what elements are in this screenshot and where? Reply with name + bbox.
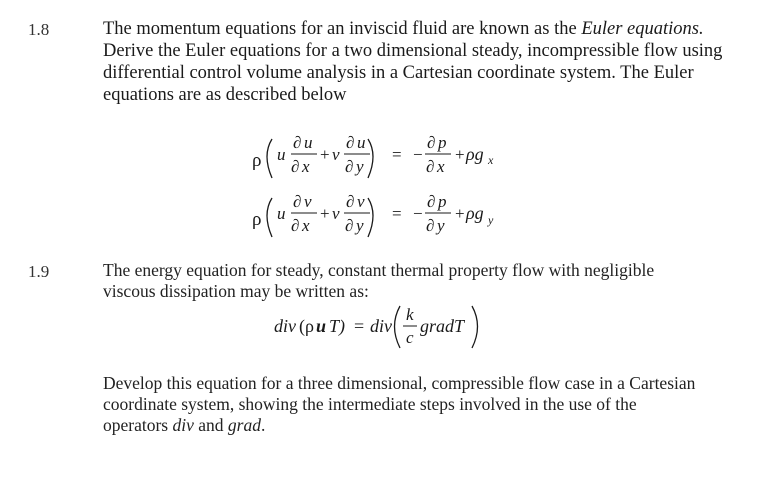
svg-text:∂: ∂ (426, 216, 435, 235)
problem-1-9-intro: The energy equation for steady, constant thermal property flow with negligible viscous dissipation may be written as: (103, 260, 655, 301)
svg-text:∂: ∂ (345, 216, 354, 235)
svg-text:v: v (304, 192, 312, 211)
svg-text:∂: ∂ (293, 133, 302, 152)
svg-text:p: p (438, 192, 447, 211)
svg-text:∂: ∂ (346, 192, 355, 211)
svg-text:∂: ∂ (426, 157, 435, 176)
svg-text:u: u (357, 133, 366, 152)
svg-text:∂: ∂ (346, 133, 355, 152)
svg-text:=: = (392, 145, 402, 164)
svg-text:u: u (277, 204, 286, 223)
svg-text:ρg: ρg (466, 144, 484, 164)
left-paren (267, 139, 272, 178)
problem-number-1-9: 1.9 (28, 262, 50, 281)
rho-symbol: ρ (252, 209, 262, 230)
grad-operator: grad (227, 415, 261, 435)
period: . (260, 415, 266, 435)
right-paren (368, 139, 373, 178)
svg-text:(: ( (299, 316, 305, 336)
right-paren (472, 306, 478, 348)
svg-text:y: y (356, 216, 364, 235)
svg-text:∂: ∂ (345, 157, 354, 176)
svg-text:−: − (413, 145, 423, 164)
euler-equations-block (250, 122, 570, 244)
svg-text:+: + (455, 204, 465, 223)
svg-text:p: p (438, 133, 447, 152)
svg-text:+: + (320, 204, 330, 223)
and-text: and (193, 415, 228, 435)
svg-text:v: v (332, 204, 340, 223)
svg-text:x: x (302, 216, 310, 235)
euler-equation-y (252, 192, 494, 237)
svg-text:−: − (413, 204, 423, 223)
svg-text:T): T) (329, 316, 346, 336)
develop-text: Develop this equation for a three dimensional, compressible flow case in a Cartesian coordinate system, showing the intermediate steps involved in the use of the operators (103, 373, 696, 435)
right-paren (368, 198, 373, 237)
div-operator: div (172, 415, 194, 435)
svg-text:y: y (356, 157, 364, 176)
svg-text:gradT: gradT (420, 316, 465, 336)
svg-text:c: c (406, 328, 414, 347)
svg-text:=: = (354, 316, 365, 336)
svg-text:u: u (304, 133, 313, 152)
svg-text:∂: ∂ (427, 133, 436, 152)
svg-text:u: u (316, 316, 327, 336)
problem-1-8-statement (103, 18, 743, 106)
svg-text:x: x (437, 157, 445, 176)
svg-text:v: v (332, 145, 340, 164)
svg-text:v: v (357, 192, 365, 211)
rho-symbol: ρ (252, 150, 262, 171)
euler-equations-term: Euler equations. (581, 19, 704, 39)
left-paren (267, 198, 272, 237)
svg-text:div: div (370, 316, 392, 336)
svg-text:∂: ∂ (427, 192, 436, 211)
svg-text:ρg: ρg (466, 203, 484, 223)
problem-1-9-develop (103, 373, 703, 436)
svg-text:div: div (274, 316, 296, 336)
svg-text:+: + (320, 145, 330, 164)
svg-text:∂: ∂ (291, 216, 300, 235)
problem-number-1-8: 1.8 (28, 20, 50, 39)
svg-text:u: u (277, 145, 286, 164)
svg-text:∂: ∂ (291, 157, 300, 176)
left-paren (395, 306, 401, 348)
svg-text:y: y (437, 216, 445, 235)
svg-text:y: y (488, 213, 494, 227)
problem-1-8-text-a: The momentum equations for an inviscid fluid are known as the (103, 19, 582, 39)
svg-text:∂: ∂ (293, 192, 302, 211)
svg-text:k: k (406, 305, 414, 324)
svg-text:x: x (302, 157, 310, 176)
svg-text:=: = (392, 204, 402, 223)
svg-text:x: x (488, 153, 494, 167)
svg-text:+: + (455, 145, 465, 164)
euler-equation-x (252, 133, 494, 178)
svg-text:ρ: ρ (305, 316, 314, 336)
problem-1-8-text-b: Derive the Euler equations for a two dimensional steady, incompressible flow using differential control volume analysis in a Cartesian coordinate system. The Euler equations are as described below (103, 41, 723, 105)
energy-equation (272, 300, 512, 356)
